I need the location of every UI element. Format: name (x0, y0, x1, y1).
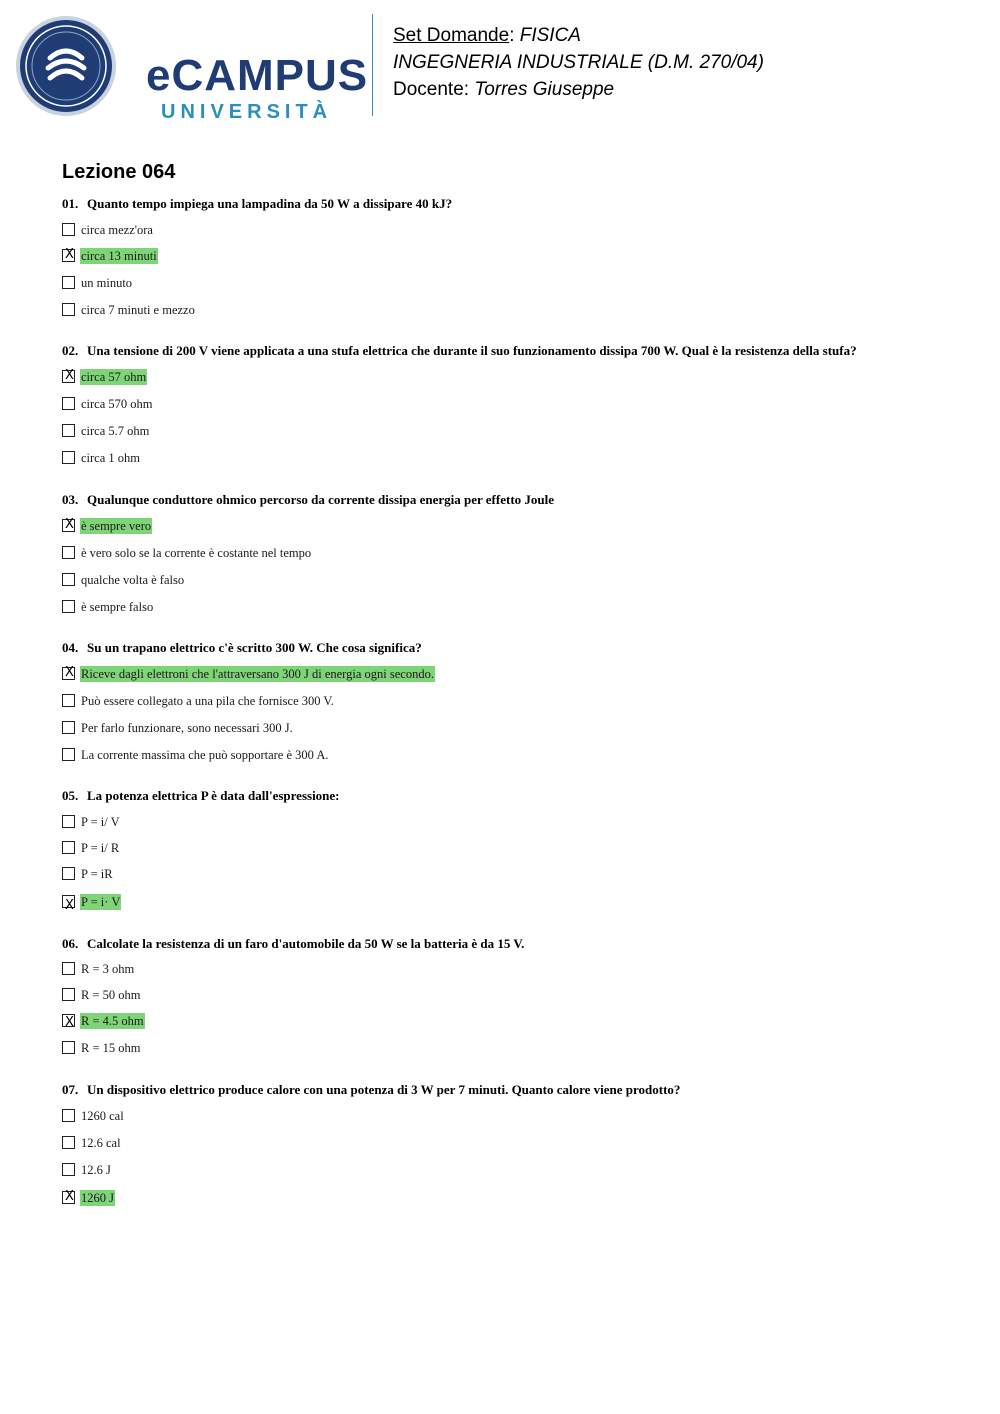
teacher-label: Docente: (393, 79, 470, 100)
question-number: 05. (62, 788, 79, 803)
question-text: Calcolate la resistenza di un faro d'automobile da 50 W se la batteria è da 15 V. (87, 936, 525, 951)
teacher-line (393, 80, 614, 99)
checkbox-checked[interactable] (62, 1014, 75, 1030)
set-value: FISICA (519, 25, 581, 46)
answer-text-correct: R = 4.5 ohm (81, 1014, 144, 1028)
check-mark-icon: X (65, 665, 74, 680)
checkbox[interactable] (62, 573, 75, 586)
question-number: 03. (62, 492, 79, 507)
question-text: Quanto tempo impiega una lampadina da 50 W a dissipare 40 kJ? (87, 196, 453, 211)
answer-text: R = 50 ohm (81, 988, 141, 1002)
checkbox[interactable] (62, 721, 75, 734)
question-text: Una tensione di 200 V viene applicata a una stufa elettrica che durante il suo funzionamento dissipa 700 W. Qual è la resistenza della stufa? (87, 343, 857, 358)
question-02 (62, 344, 857, 357)
answer-text: è sempre falso (81, 600, 154, 614)
ecampus-logo (14, 14, 369, 123)
answer-text: circa 570 ohm (81, 397, 153, 411)
answer-text: R = 3 ohm (81, 962, 135, 976)
answer-text: circa 1 ohm (81, 451, 141, 465)
check-mark-icon: X (65, 517, 74, 532)
logo-subtitle: UNIVERSITÀ (161, 101, 333, 123)
question-text: Su un trapano elettrico c'è scritto 300 W. Che cosa significa? (87, 640, 422, 655)
question-number: 01. (62, 196, 79, 211)
question-number: 06. (62, 936, 79, 951)
answer-text: circa 7 minuti e mezzo (81, 303, 195, 317)
answer-text: 12.6 cal (81, 1136, 121, 1150)
checkbox-checked[interactable] (62, 249, 75, 262)
checkbox[interactable] (62, 303, 75, 316)
check-mark-icon: X (65, 1189, 74, 1204)
checkbox[interactable] (62, 1163, 75, 1176)
answer-text-correct: 1260 J (81, 1191, 114, 1205)
check-mark-icon: X (65, 368, 74, 383)
question-01 (62, 197, 452, 210)
check-mark-icon: X (65, 1015, 74, 1030)
answer-text-correct: circa 57 ohm (81, 370, 147, 384)
answer-text: P = iR (81, 867, 113, 881)
question-number: 04. (62, 640, 79, 655)
question-text: Un dispositivo elettrico produce calore con una potenza di 3 W per 7 minuti. Quanto calore viene prodotto? (87, 1082, 681, 1097)
answer-text: 12.6 J (81, 1163, 111, 1177)
checkbox[interactable] (62, 397, 75, 410)
question-number: 07. (62, 1082, 79, 1097)
lesson-title: Lezione 064 (62, 161, 176, 183)
checkbox[interactable] (62, 600, 75, 613)
question-number: 02. (62, 343, 79, 358)
checkbox[interactable] (62, 748, 75, 761)
checkbox[interactable] (62, 1136, 75, 1149)
answer-text-correct: circa 13 minuti (81, 249, 157, 263)
checkbox-checked[interactable] (62, 1191, 75, 1204)
set-line: Set Domande: FISICA (393, 25, 581, 46)
answer-text: un minuto (81, 276, 133, 290)
answer-text-correct: è sempre vero (81, 519, 152, 533)
checkbox[interactable] (62, 867, 75, 880)
answer-text-correct: Riceve dagli elettroni che l'attraversano 300 J di energia ogni secondo. (81, 667, 434, 681)
answer-text: Per farlo funzionare, sono necessari 300 J. (81, 721, 293, 735)
checkbox-checked[interactable] (62, 370, 75, 383)
checkbox[interactable] (62, 815, 75, 828)
answer-text: circa 5.7 ohm (81, 424, 150, 438)
checkbox[interactable] (62, 841, 75, 854)
question-05 (62, 789, 340, 802)
ecampus-seal-icon (14, 14, 118, 118)
checkbox[interactable] (62, 988, 75, 1001)
checkbox[interactable] (62, 546, 75, 559)
question-06 (62, 937, 524, 950)
logo-wordmark: eCAMPUS (146, 51, 369, 100)
checkbox-checked[interactable] (62, 895, 75, 913)
checkbox[interactable] (62, 223, 75, 236)
answer-text: La corrente massima che può sopportare è 300 A. (81, 748, 329, 762)
checkbox[interactable] (62, 276, 75, 289)
checkbox[interactable] (62, 694, 75, 707)
checkbox[interactable] (62, 1041, 75, 1054)
question-text: Qualunque conduttore ohmico percorso da corrente dissipa energia per effetto Joule (87, 492, 555, 507)
answer-text: qualche volta è falso (81, 573, 185, 587)
page-header (0, 0, 1000, 130)
question-07 (62, 1083, 680, 1096)
answer-text: R = 15 ohm (81, 1041, 141, 1055)
answer-text: circa mezz'ora (81, 223, 153, 237)
answer-text-correct: P = i· V (81, 895, 121, 909)
checkbox-checked[interactable] (62, 667, 75, 680)
answer-text: 1260 cal (81, 1109, 124, 1123)
question-text: La potenza elettrica P è data dall'espressione: (87, 788, 340, 803)
teacher-value: Torres Giuseppe (474, 79, 615, 100)
answer-text: P = i/ V (81, 815, 120, 829)
checkbox-checked[interactable] (62, 519, 75, 532)
course-line: INGEGNERIA INDUSTRIALE (D.M. 270/04) (393, 52, 764, 73)
checkbox[interactable] (62, 451, 75, 464)
check-mark-icon: X (65, 898, 74, 913)
checkbox[interactable] (62, 424, 75, 437)
answer-text: P = i/ R (81, 841, 120, 855)
answer-text: Può essere collegato a una pila che fornisce 300 V. (81, 694, 334, 708)
question-03 (62, 493, 554, 506)
header-divider (372, 14, 373, 116)
set-label: Set Domande (393, 25, 510, 46)
answer-text: è vero solo se la corrente è costante nel tempo (81, 546, 312, 560)
checkbox[interactable] (62, 962, 75, 975)
checkbox[interactable] (62, 1109, 75, 1122)
question-04 (62, 641, 422, 654)
check-mark-icon: X (65, 247, 74, 262)
